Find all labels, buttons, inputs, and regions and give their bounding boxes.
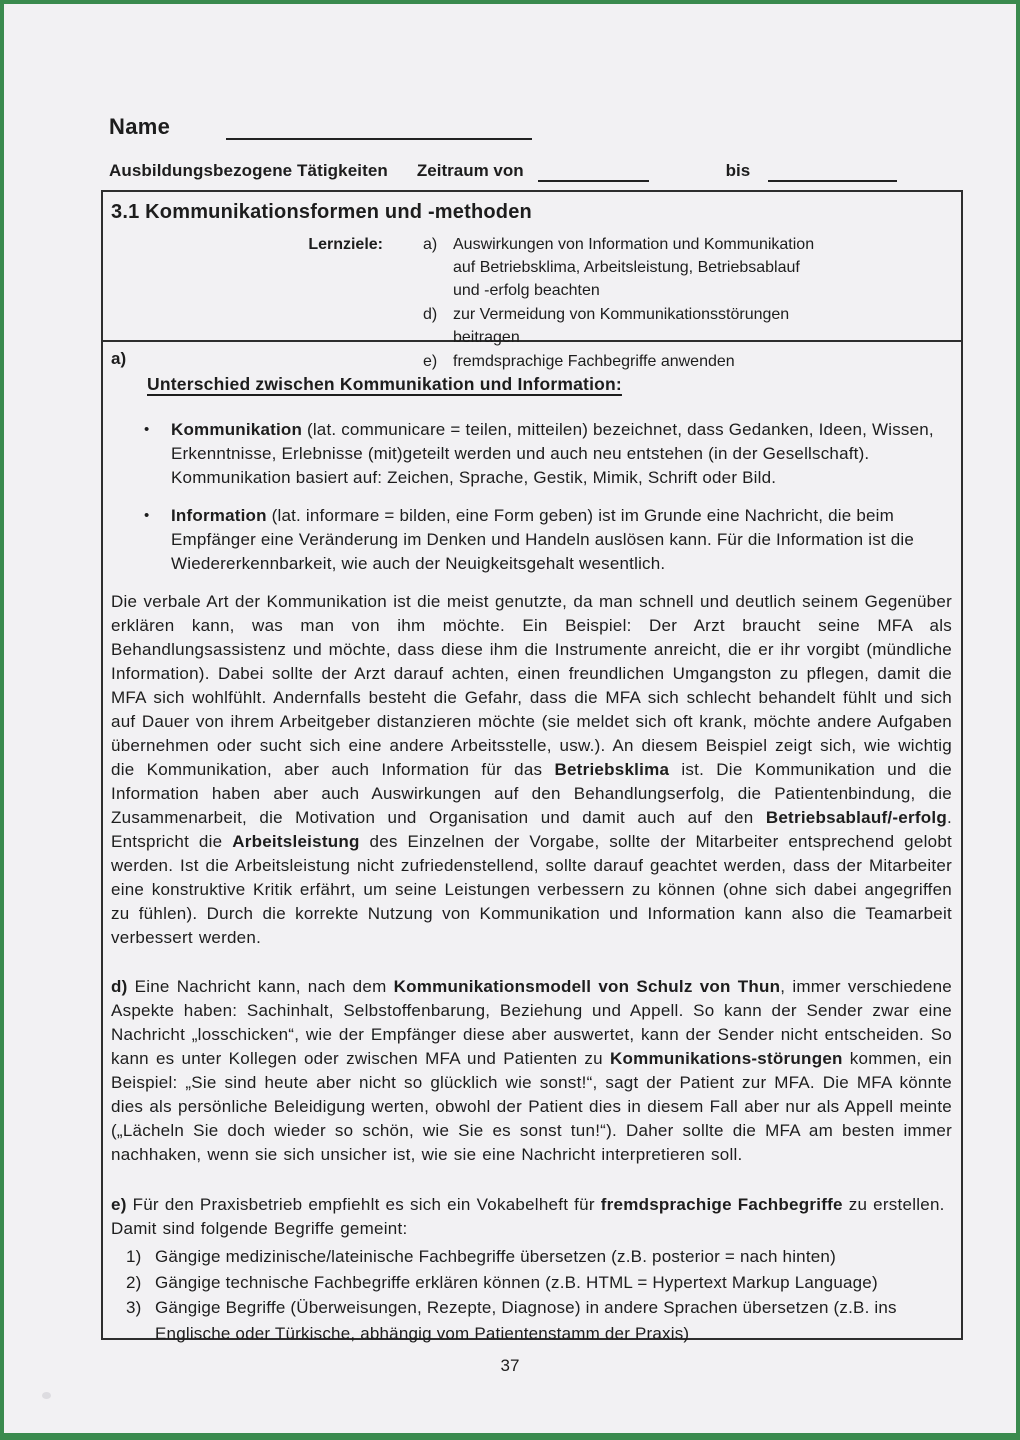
section-title: 3.1 Kommunikationsformen und -methoden — [111, 201, 532, 223]
numbered-list-item — [126, 1295, 952, 1346]
numbered-list — [111, 1244, 952, 1346]
numbered-item-number: 2) — [126, 1272, 142, 1292]
lernziel-letter: d) — [423, 306, 438, 323]
definition-bullet-item — [144, 418, 934, 490]
numbered-list-item — [126, 1244, 952, 1270]
lernziel-text: fremdsprachige Fachbegriffe anwenden — [453, 353, 735, 370]
numbered-list-item — [126, 1270, 952, 1296]
activity-label: Ausbildungsbezogene Tätigkeiten — [109, 161, 388, 180]
subsection-marker: a) — [111, 349, 127, 368]
lernziel-text: zur Vermeidung von Kommunikationsstörungen beitragen — [453, 306, 790, 346]
lernziele-label: Lernziele: — [308, 236, 383, 253]
numbered-item-text: Gängige technische Fachbegriffe erklären können (z.B. HTML = Hypertext Markup Language) — [155, 1272, 878, 1292]
training-period-row — [109, 160, 897, 182]
scan-smudge — [42, 1392, 51, 1399]
paragraph-e-vokabelheft: e) Für den Praxisbetrieb empfiehlt es sich ein Vokabelheft für fremdsprachige Fachbegriffe zu erstellen. Damit sind folgende Begriffe gemeint: — [111, 1195, 945, 1238]
zeitraum-von-blank-line — [538, 162, 649, 182]
lernziel-letter: e) — [423, 353, 438, 370]
paragraph-d-schulz-von-thun: d) Eine Nachricht kann, nach dem Kommunikationsmodell von Schulz von Thun, immer verschiedene Aspekte haben: Sachinhalt, Selbstoffenbarung, Beziehung und Appell. So kann der Sender zwar eine Nachricht „losschicken“, wie der Empfänger diese aber auswertet, kann der Sender nicht entscheiden. So kann es unter Kollegen oder zwischen MFA und Patienten zu Kommunikations-störungen kommen, ein Beispiel: „Sie sind heute aber nicht so glücklich wie sonst!“, sagt der Patient zur MFA. Die MFA könnte dies als persönliche Beleidigung werten, obwohl der Patient dies in diesem Fall aber nur als Appell meinte („Lächeln Sie doch wieder so schön, wie Sie es sonst tun!“). Daher sollte die MFA am besten immer nachhaken, wenn sie sich unsicher ist, wie sie eine Nachricht interpretieren soll. — [111, 977, 952, 1164]
bullet-icon: • — [144, 421, 150, 438]
lernziel-text: Auswirkungen von Information und Kommunikation auf Betriebsklima, Arbeitsleistung, Betriebsablauf und -erfolg beachten — [453, 236, 815, 299]
name-row — [109, 114, 532, 140]
definition-bullet-text: Kommunikation (lat. communicare = teilen, mitteilen) bezeichnet, dass Gedanken, Ideen, Wissen, Erkenntnisse, Erlebnisse (mit)geteilt werden und auch neu entstehen (in der Gesellschaft). Kommunikation basiert auf: Zeichen, Sprache, Gestik, Mimik, Schrift oder Bild. — [171, 420, 934, 487]
lernziel-item — [423, 233, 953, 302]
bis-label: bis — [725, 161, 751, 180]
section-goals-box — [101, 190, 963, 370]
bis-blank-line — [768, 162, 897, 182]
numbered-item-number: 3) — [126, 1298, 142, 1317]
content-box — [101, 342, 963, 1343]
content-heading: Unterschied zwischen Kommunikation und Information: — [147, 374, 622, 394]
definition-bullet-list — [111, 418, 952, 576]
numbered-item-number: 1) — [126, 1247, 142, 1266]
numbered-item-text: Gängige Begriffe (Überweisungen, Rezepte, Diagnose) in andere Sprachen übersetzen (z.B. ins Englische oder Türkische, abhängig vom Patientenstamm der Praxis) — [155, 1298, 897, 1343]
lernziel-letter: a) — [423, 236, 438, 253]
bullet-icon: • — [144, 507, 150, 524]
definition-bullet-item — [144, 504, 934, 576]
zeitraum-von-label: Zeitraum von — [416, 161, 524, 180]
name-blank-line — [226, 116, 532, 140]
definition-bullet-text: Information (lat. informare = bilden, eine Form geben) ist im Grunde eine Nachricht, die beim Empfänger eine Veränderung im Denken und Handeln auslösen kann. Für die Information ist die Wiedererkennbarkeit, wie auch der Neuigkeitsgehalt wesentlich. — [171, 506, 915, 573]
numbered-item-text: Gängige medizinische/lateinische Fachbegriffe übersetzen (z.B. posterior = nach hinten) — [155, 1247, 836, 1266]
page-number: 37 — [500, 1356, 520, 1375]
paragraph-verbal-communication: Die verbale Art der Kommunikation ist die meist genutzte, da man schnell und deutlich seinem Gegenüber erklären kann, was man von ihm möchte. Ein Beispiel: Der Arzt braucht seine MFA als Behandlungsassistenz und möchte, dass diese ihm die Instrumente anreicht, die er ihr vorgibt (mündliche Information). Dabei sollte der Arzt darauf achten, einen freundlichen Umgangston zu pflegen, damit die MFA sich wohlfühlt. Andernfalls besteht die Gefahr, dass die MFA sich schlecht behandelt fühlt und sich auf Dauer von ihrem Arbeitgeber distanzieren möchte (sie meldet sich oft krank, möchte andere Aufgaben übernehmen oder sucht sich eine andere Arbeitsstelle, usw.). An diesem Beispiel zeigt sich, wie wichtig die Kommunikation, aber auch Information für das Betriebsklima ist. Die Kommunikation und die Information haben aber auch Auswirkungen auf den Behandlungserfolg, die Patientenbindung, die Zusammenarbeit, die Motivation und Organisation und damit auch auf den Betriebsablauf/-erfolg. Entspricht die Arbeitsleistung des Einzelnen der Vorgabe, sollte der Mitarbeiter entsprechend gelobt werden. Ist die Arbeitsleistung nicht zufriedenstellend, sollte darauf geachtet werden, dass der Mitarbeiter eine konstruktive Kritik erfährt, um seine Leistungen verbessern zu können (ohne sich dabei angegriffen zu fühlen). Durch die korrekte Nutzung von Kommunikation und Information kann also die Teamarbeit verbessert werden. — [111, 592, 952, 947]
name-label: Name — [109, 114, 171, 139]
